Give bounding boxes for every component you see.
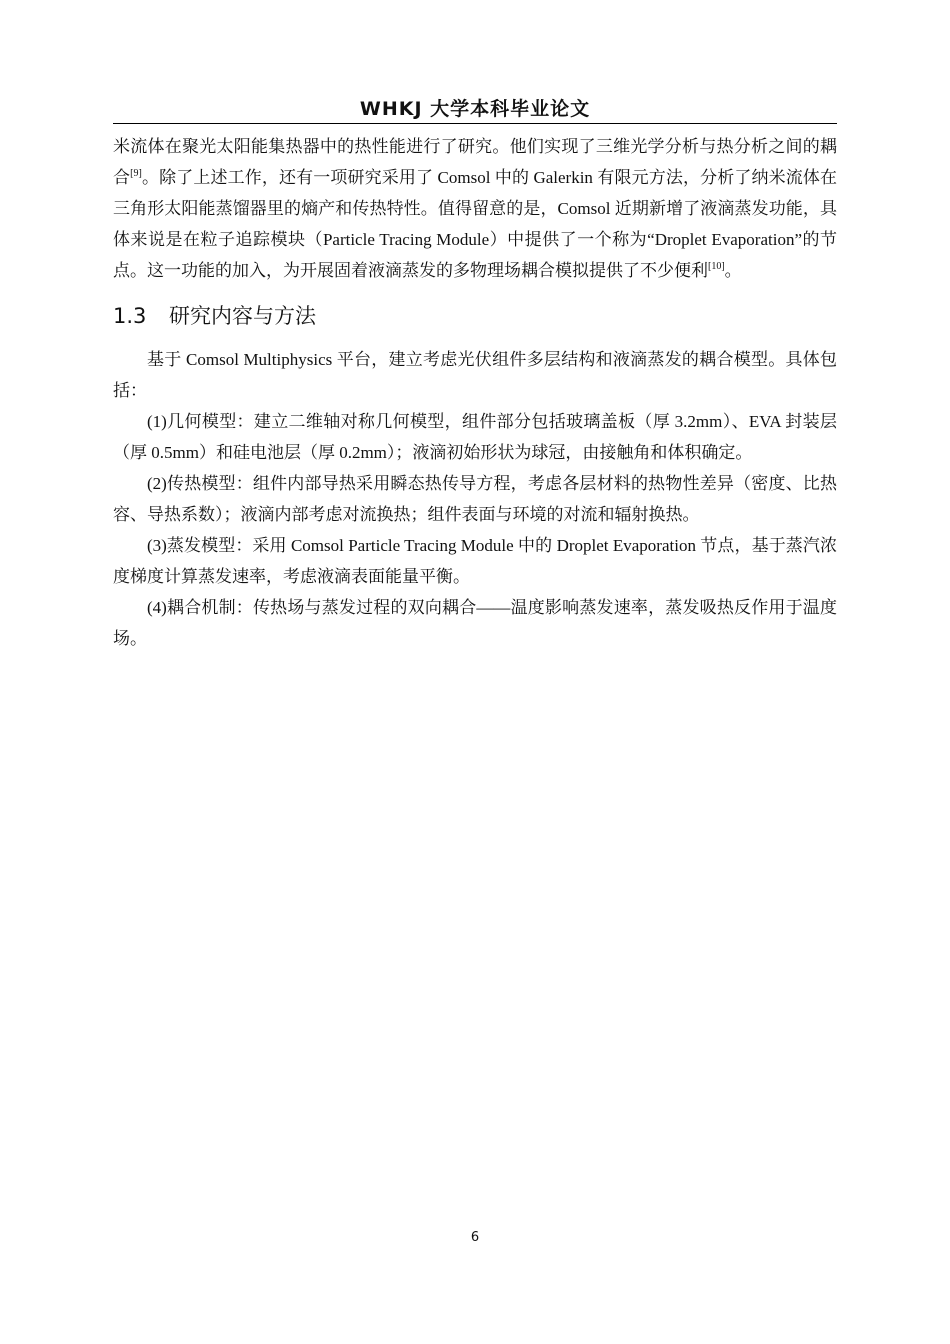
section-title: 研究内容与方法	[169, 304, 316, 328]
citation-ref: [9]	[130, 168, 142, 179]
intro-paragraph: 基于 Comsol Multiphysics 平台，建立考虑光伏组件多层结构和液滴蒸发的耦合模型。具体包括：	[113, 350, 837, 400]
section-heading	[113, 300, 837, 332]
page-number: 6	[470, 1230, 480, 1245]
continued-paragraph	[113, 131, 837, 286]
paragraph-text: 。	[724, 261, 742, 280]
header-rule	[113, 123, 837, 124]
list-item-geometry: (1)几何模型：建立二维轴对称几何模型，组件部分包括玻璃盖板（厚 3.2mm）、EVA 封装层（厚 0.5mm）和硅电池层（厚 0.2mm）；液滴初始形状为球冠，由接触角和体积确定。	[113, 412, 837, 462]
list-item-heat-transfer: (2)传热模型：组件内部导热采用瞬态热传导方程，考虑各层材料的热物性差异（密度、比热容、导热系数）；液滴内部考虑对流换热；组件表面与环境的对流和辐射换热。	[113, 474, 837, 524]
list-item-evaporation: (3)蒸发模型：采用 Comsol Particle Tracing Module 中的 Droplet Evaporation 节点，基于蒸汽浓度梯度计算蒸发速率，考虑液滴表面能量平衡。	[113, 536, 837, 586]
list-item-coupling: (4)耦合机制：传热场与蒸发过程的双向耦合——温度影响蒸发速率，蒸发吸热反作用于温度场。	[113, 598, 837, 648]
citation-ref: [10]	[708, 261, 725, 272]
body-text	[113, 131, 837, 654]
paragraph-text: 。除了上述工作，还有一项研究采用了 Comsol 中的 Galerkin 有限元方法，分析了纳米流体在三角形太阳能蒸馏器里的熵产和传热特性。值得留意的是，Comsol 近期新增了液滴蒸发功能，具体来说是在粒子追踪模块（Particle Tracing Module）中提供了一个称为“Droplet Evaporation”的节点。这一功能的加入，为开展固着液滴蒸发的多物理场耦合模拟提供了不少便利	[113, 168, 838, 280]
section-number: 1.3	[113, 304, 147, 328]
paragraph-text: 米流体在聚光太阳能集热器中的热性能进行了研究。他们实现了三维光学分析与热分析之间的耦合	[113, 137, 837, 187]
running-header: WHKJ 大学本科毕业论文	[359, 98, 591, 120]
